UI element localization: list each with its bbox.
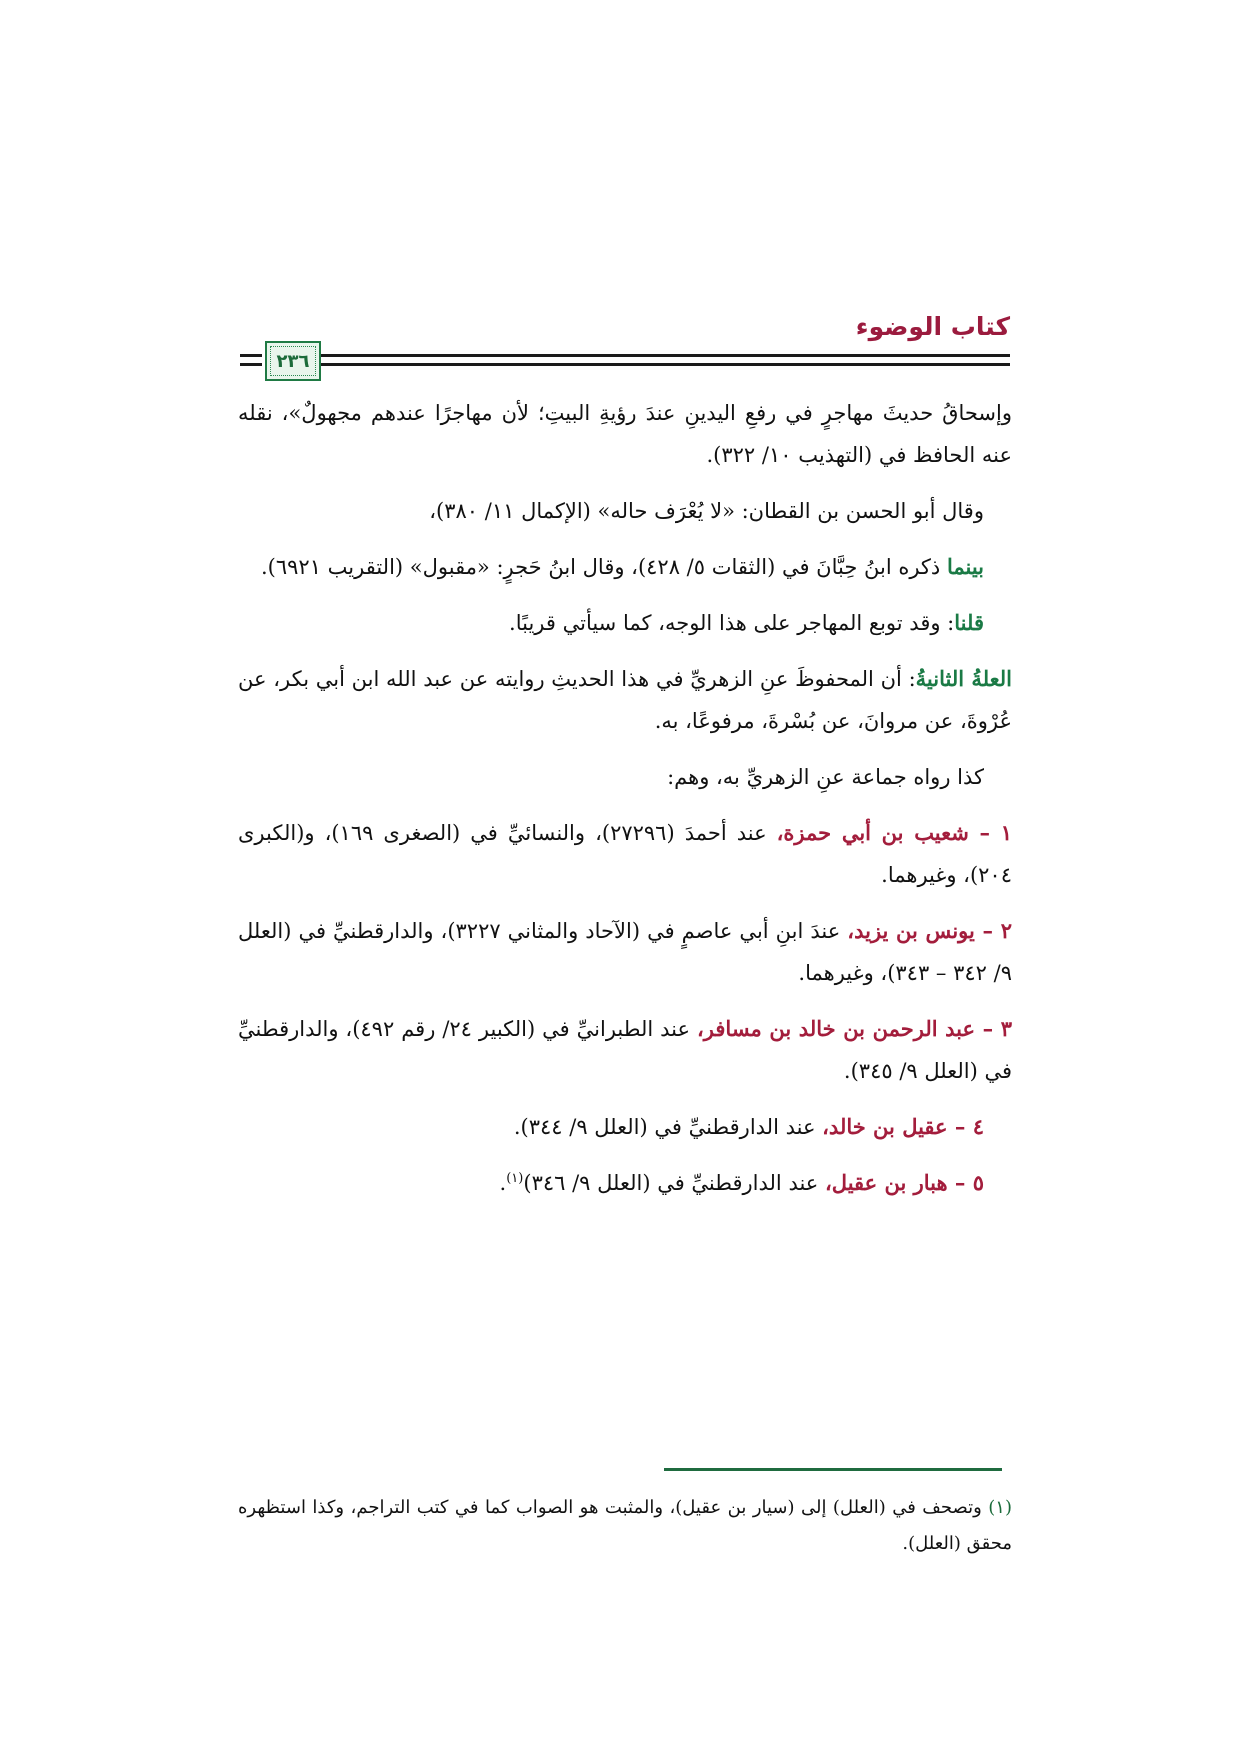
narrator-name: شعيب بن أبي حمزة، — [776, 820, 969, 845]
main-text — [238, 392, 1012, 1218]
item-number: ٢ – — [974, 918, 1013, 943]
paragraph — [238, 392, 1012, 476]
item-number: ٤ – — [947, 1114, 984, 1139]
paragraph — [238, 756, 1012, 798]
item-text: عندَ ابنِ أبي عاصمٍ في (الآحاد والمثاني ٣٢٢٧)، والدارقطنيِّ في (العلل ٩/ ٣٤٢ – ٣٤٣)، وغيرهما. — [238, 919, 1012, 985]
footnote-separator — [664, 1468, 1002, 1471]
item-tail: . — [499, 1171, 507, 1195]
footnote — [238, 1490, 1012, 1562]
header-rule-bottom — [310, 363, 1010, 366]
footnotes — [238, 1490, 1012, 1562]
narrator-item — [238, 812, 1012, 896]
page-number: ٢٣٦ — [276, 350, 310, 372]
item-number: ١ – — [968, 820, 1013, 845]
paragraph-lead: العلةُ الثانيةُ — [915, 666, 1013, 691]
paragraph — [238, 602, 1012, 644]
header-rule-left-bottom — [240, 363, 262, 366]
narrator-name: هبار بن عقيل، — [825, 1170, 948, 1195]
book-title: كتاب الوضوء — [855, 312, 1010, 341]
paragraph-text: : أن المحفوظَ عنِ الزهريِّ في هذا الحديثِ روايته عن عبد الله ابن أبي بكر، عن عُرْوةَ، عن مروانَ، عن بُسْرةَ، مرفوعًا، به. — [238, 667, 1012, 733]
item-text: عند أحمدَ (٢٧٢٩٦)، والنسائيِّ في (الصغرى ١٦٩)، و(الكبرى ٢٠٤)، وغيرهما. — [238, 821, 1012, 887]
paragraph — [238, 546, 1012, 588]
paragraph — [238, 490, 1012, 532]
item-number: ٥ – — [947, 1170, 984, 1195]
narrator-name: عقيل بن خالد، — [822, 1114, 948, 1139]
paragraph — [238, 658, 1012, 742]
header-rule-left-top — [240, 354, 262, 357]
paragraph-text: ذكره ابنُ حِبَّانَ في (الثقات ٥/ ٤٢٨)، وقال ابنُ حَجرٍ: «مقبول» (التقريب ٦٩٢١). — [260, 555, 947, 579]
item-text: عند الطبرانيِّ في (الكبير ٢٤/ رقم ٤٩٢)، والدارقطنيِّ في (العلل ٩/ ٣٤٥). — [238, 1017, 1012, 1083]
narrator-item — [238, 1106, 1012, 1148]
paragraph-lead: قلنا — [954, 610, 984, 635]
item-text: عند الدارقطنيِّ في (العلل ٩/ ٣٤٤). — [513, 1115, 823, 1139]
narrator-item — [238, 1008, 1012, 1092]
narrator-name: عبد الرحمن بن خالد بن مسافر، — [697, 1016, 976, 1041]
footnote-marker: (١) — [988, 1497, 1012, 1518]
page-header — [240, 312, 1010, 390]
footnote-reference[interactable]: (١) — [506, 1171, 524, 1186]
narrator-name: يونس بن يزيد، — [847, 918, 975, 943]
item-text: عند الدارقطنيِّ في (العلل ٩/ ٣٤٦) — [523, 1171, 826, 1195]
paragraph-text: : وقد توبع المهاجر على هذا الوجه، كما سيأتي قريبًا. — [509, 611, 955, 635]
paragraph-text: وقال أبو الحسن بن القطان: «لا يُعْرَف حاله» (الإكمال ١١/ ٣٨٠)، — [429, 499, 984, 523]
page-number-badge — [265, 341, 321, 381]
paragraph-text: وإسحاقُ حديثَ مهاجرٍ في رفعِ اليدينِ عندَ رؤيةِ البيتِ؛ لأن مهاجرًا عندهم مجهولٌ»، نقله عنه الحافظ في (التهذيب ١٠/ ٣٢٢). — [238, 401, 1012, 467]
item-number: ٣ – — [975, 1016, 1012, 1041]
paragraph-lead: بينما — [946, 554, 984, 579]
paragraph-text: كذا رواه جماعة عنِ الزهريِّ به، وهم: — [667, 765, 984, 789]
footnote-text: وتصحف في (العلل) إلى (سيار بن عقيل)، والمثبت هو الصواب كما في كتب التراجم، وكذا استظهره محقق (العلل). — [238, 1497, 1012, 1554]
header-rule-top — [310, 354, 1010, 357]
narrator-item — [238, 1162, 1012, 1204]
narrator-item — [238, 910, 1012, 994]
